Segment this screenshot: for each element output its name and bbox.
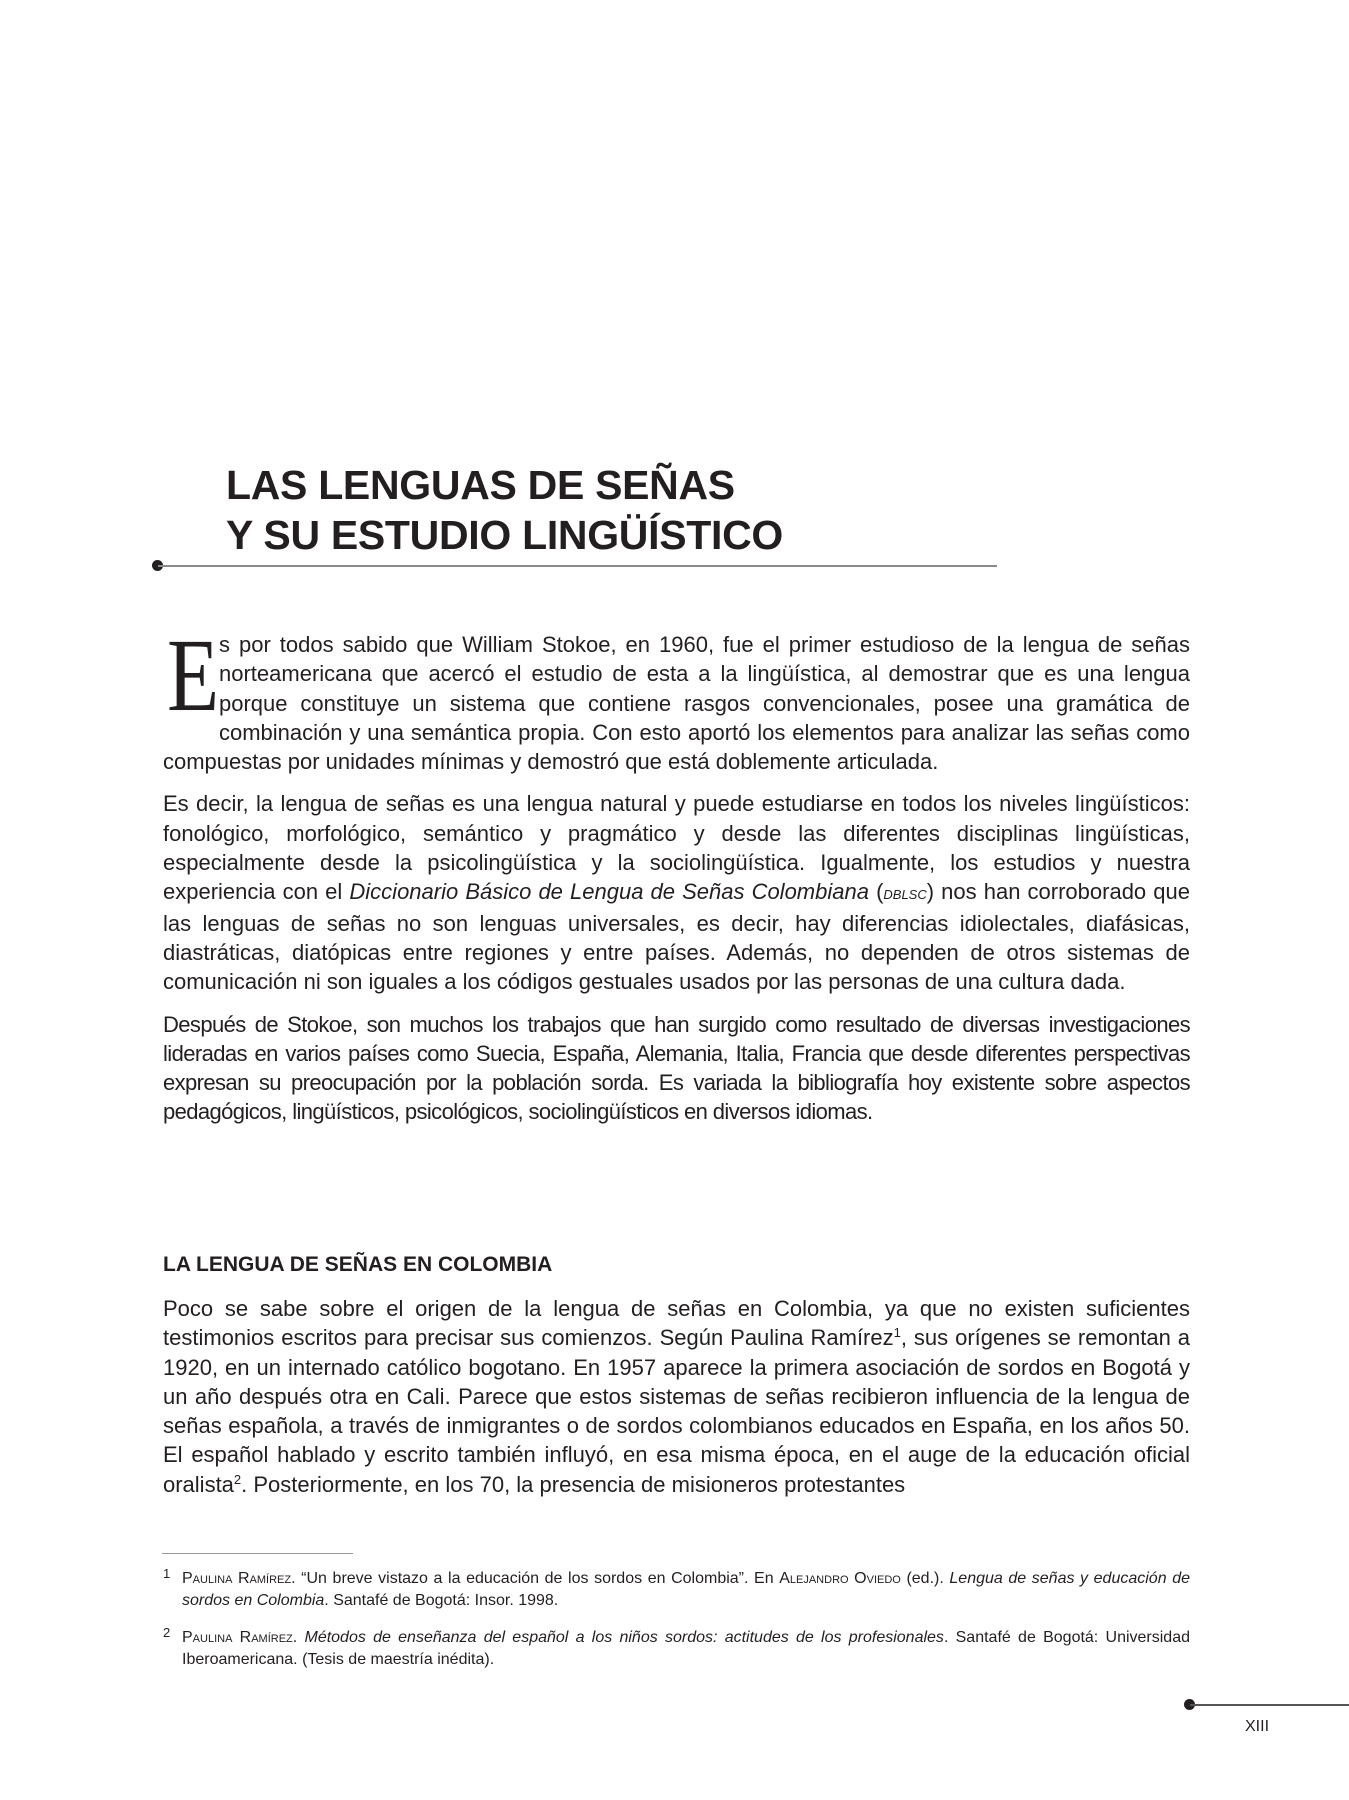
footnote-thesis-title: Métodos de enseñanza del español a los niños sordos: actitudes de los profesionales	[304, 1629, 944, 1646]
footnote-ref-2[interactable]: 2	[233, 1471, 242, 1487]
paragraph-4-text-a: Poco se sabe sobre el origen de la lengua de señas en Colombia, ya que no existen suficientes testimonios escritos para precisar sus comienzos. Según Paulina Ramírez	[163, 1296, 1190, 1351]
paragraph-2-text-a: Es decir, la lengua de señas es una lengua natural y puede estudiarse en todos los niveles lingüísticos: fonológico, morfológico, semántico y pragmático y desde las diferentes disciplinas lingüísticas, especialmente desde la psicolingüística y la sociolingüística. Igualmente, los estudios y nuestra experiencia con el	[163, 791, 1190, 905]
section-body	[163, 1294, 1190, 1512]
section-heading: LA LENGUA DE SEÑAS EN COLOMBIA	[163, 1253, 553, 1276]
paragraph-2-text-b: nos han corroborado que las lenguas de señas no son lenguas universales, es decir, hay diferencias idiolectales, diafásicas, diastráticas, diatópicas entre regiones y entre países. Además, no dependen de otros sistemas de comunicación ni son iguales a los códigos gestuales usados por las personas de una cultura dada.	[163, 879, 1190, 995]
abbr-open: (	[868, 879, 884, 905]
footnote-number: 2	[163, 1625, 171, 1640]
footnote-1	[163, 1568, 1190, 1612]
paragraph-4-text-b: , sus orígenes se remontan a 1920, en un internado católico bogotano. En 1957 aparece la primera asociación de sordos en Bogotá y un año después otra en Cali. Parece que estos sistemas de señas recibieron influencia de la lengua de señas española, a través de inmigrantes o de sordos colombianos educados en España, en los años 50. El español hablado y escrito también influyó, en esa misma época, en el auge de la educación oficial oralista	[163, 1325, 1191, 1497]
footnote-separator	[162, 1553, 353, 1554]
paragraph-4	[163, 1294, 1190, 1499]
dictionary-abbreviation: dblsc	[883, 883, 927, 904]
footnote-author: Paulina Ramírez	[182, 1629, 293, 1646]
chapter-title-line-2: Y SU ESTUDIO LINGÜÍSTICO	[226, 512, 783, 558]
dictionary-title: Diccionario Básico de Lengua de Señas Colombiana	[349, 879, 869, 905]
footnote-ref-1[interactable]: 1	[893, 1325, 901, 1341]
footnote-author: Paulina Ramírez	[182, 1570, 292, 1587]
chapter-title	[226, 460, 783, 560]
footnote-editor: Alejandro Oviedo	[779, 1570, 901, 1587]
intro-body	[163, 618, 1190, 1140]
paragraph-1	[163, 618, 1190, 776]
footnote-2	[163, 1627, 1190, 1671]
page-rule-line	[1190, 1704, 1349, 1706]
footnote-book-title: Lengua de señas y educación de sordos en Colombia	[182, 1570, 1190, 1609]
footnote-number: 1	[163, 1566, 171, 1581]
abbr-close: )	[926, 879, 935, 905]
page-number: XIII	[1245, 1718, 1270, 1735]
paragraph-2	[163, 789, 1190, 996]
paragraph-3: Después de Stokoe, son muchos los trabajos que han surgido como resultado de diversas investigaciones lideradas en varios países como Suecia, España, Alemania, Italia, Francia que desde diferentes perspectivas expresan su preocupación por la población sorda. Es variada la bibliografía hoy existente sobre aspectos pedagógicos, lingüísticos, psicológicos, sociolingüísticos en diversos idiomas.	[163, 1011, 1190, 1125]
footnote-text: . Santafé de Bogotá: Universidad Iberoamericana. (Tesis de maestría inédita).	[182, 1629, 1190, 1668]
title-rule-line	[158, 565, 997, 567]
chapter-title-line-1: LAS LENGUAS DE SEÑAS	[226, 462, 735, 508]
footnotes	[163, 1568, 1190, 1686]
paragraph-1-text: s por todos sabido que William Stokoe, en 1960, fue el primer estudioso de la lengua de señas norteamericana que acercó el estudio de esta a la lingüística, al demostrar que es una lengua porque constituye un sistema que contiene rasgos convencionales, posee una gramática de combinación y una semántica propia. Con esto aportó los elementos para analizar las señas como compuestas por unidades mínimas y demostró que está doblemente articulada.	[163, 632, 1190, 775]
footnote-text: (ed.).	[900, 1570, 950, 1587]
paragraph-4-text-c: . Posteriormente, en los 70, la presencia de misioneros protestantes	[241, 1471, 906, 1497]
drop-cap: E	[167, 618, 220, 733]
footnote-text: .	[292, 1629, 305, 1646]
footnote-text: . Santafé de Bogotá: Insor. 1998.	[324, 1592, 559, 1609]
footnote-text: . “Un breve vistazo a la educación de los sordos en Colombia”. En	[291, 1570, 780, 1587]
